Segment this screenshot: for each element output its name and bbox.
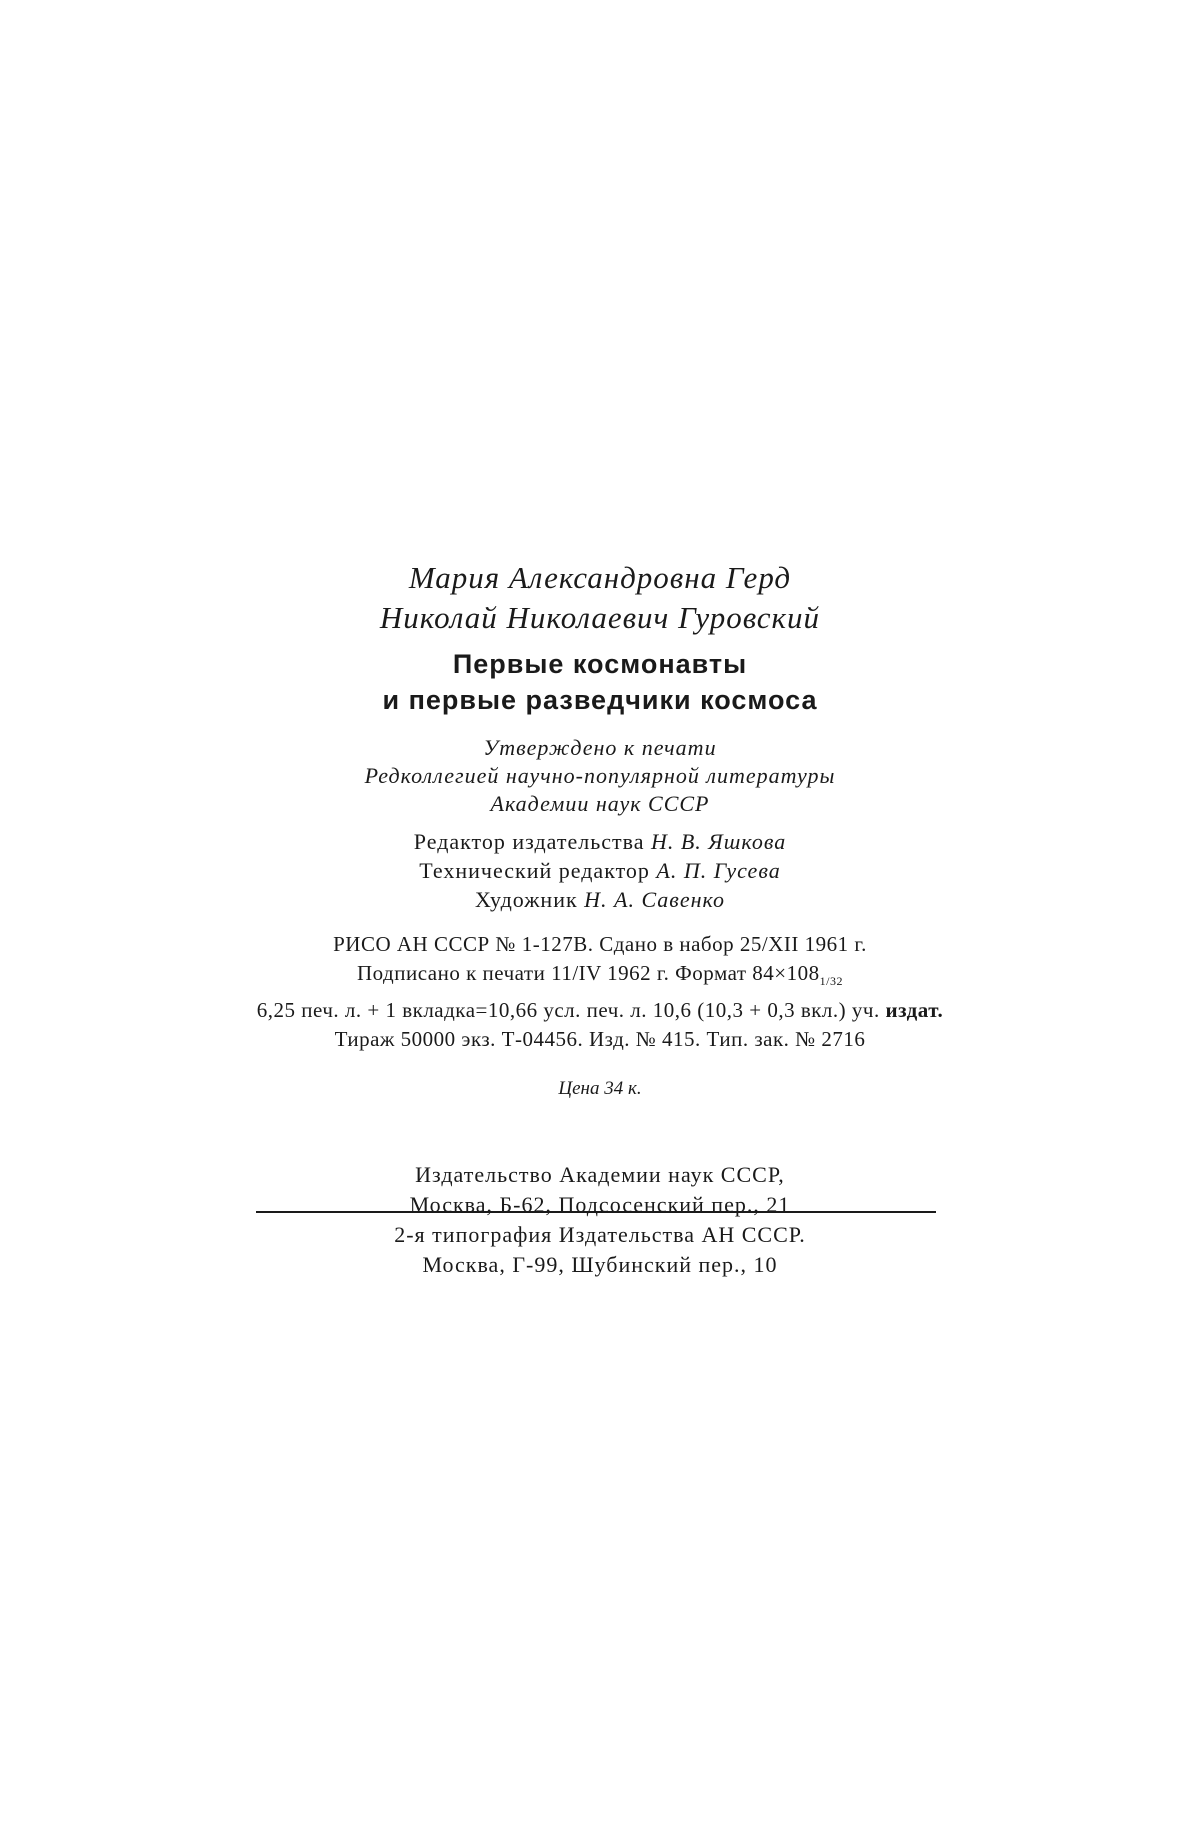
imprint-format-fraction: 1/32 <box>819 974 843 989</box>
imprint-sheets: 6,25 печ. л. + 1 вкладка=10,66 усл. печ. л. 10,6 (10,3 + 0,3 вкл.) уч. <box>256 998 880 1023</box>
approval-line: Академии наук СССР <box>490 791 710 816</box>
staff-line <box>0 856 1200 885</box>
price: Цена 34 к. <box>558 1078 642 1099</box>
approval-line: Редколлегией научно-популярной литературы <box>364 763 836 788</box>
printer-block <box>0 1220 1200 1280</box>
staff-role: Художник <box>475 887 578 912</box>
imprint-line <box>0 959 1200 996</box>
author-name: Николай Николаевич Гуровский <box>379 600 821 635</box>
imprint-line: Тираж 50000 экз. Т-04456. Изд. № 415. Тип. зак. № 2716 <box>334 1027 866 1052</box>
imprint-line: РИСО АН СССР № 1-127В. Сдано в набор 25/XII 1961 г. <box>333 932 867 956</box>
book-title <box>0 646 1200 718</box>
approval-line: Утверждено к печати <box>483 735 717 760</box>
imprint-line <box>0 996 1200 1025</box>
staff-line <box>0 827 1200 856</box>
printer-line: Москва, Г-99, Шубинский пер., 10 <box>422 1252 778 1277</box>
printer-line: 2-я типография Издательства АН СССР. <box>394 1222 806 1247</box>
imprint-block <box>0 930 1200 1054</box>
book-title-line: и первые разведчики космоса <box>382 685 818 715</box>
publisher-line: Издательство Академии наук СССР, <box>415 1162 785 1187</box>
divider-rule <box>256 1211 936 1213</box>
staff-name: А. П. Гусева <box>656 858 781 883</box>
imprint-sheets-suffix: издат. <box>885 998 944 1023</box>
staff-name: Н. В. Яшкова <box>650 829 787 854</box>
authors-block <box>0 558 1200 638</box>
book-title-line: Первые космонавты <box>452 649 748 679</box>
approval-block <box>0 734 1200 818</box>
staff-line <box>0 885 1200 914</box>
publisher-line: Москва, Б-62, Подсосенский пер., 21 <box>409 1192 791 1217</box>
author-name: Мария Александровна Герд <box>408 560 792 595</box>
imprint-format: Подписано к печати 11/IV 1962 г. Формат 84×108 <box>357 961 820 985</box>
staff-role: Редактор издательства <box>413 829 645 854</box>
staff-role: Технический редактор <box>419 858 650 883</box>
staff-name: Н. А. Савенко <box>584 887 725 912</box>
staff-block <box>0 827 1200 914</box>
